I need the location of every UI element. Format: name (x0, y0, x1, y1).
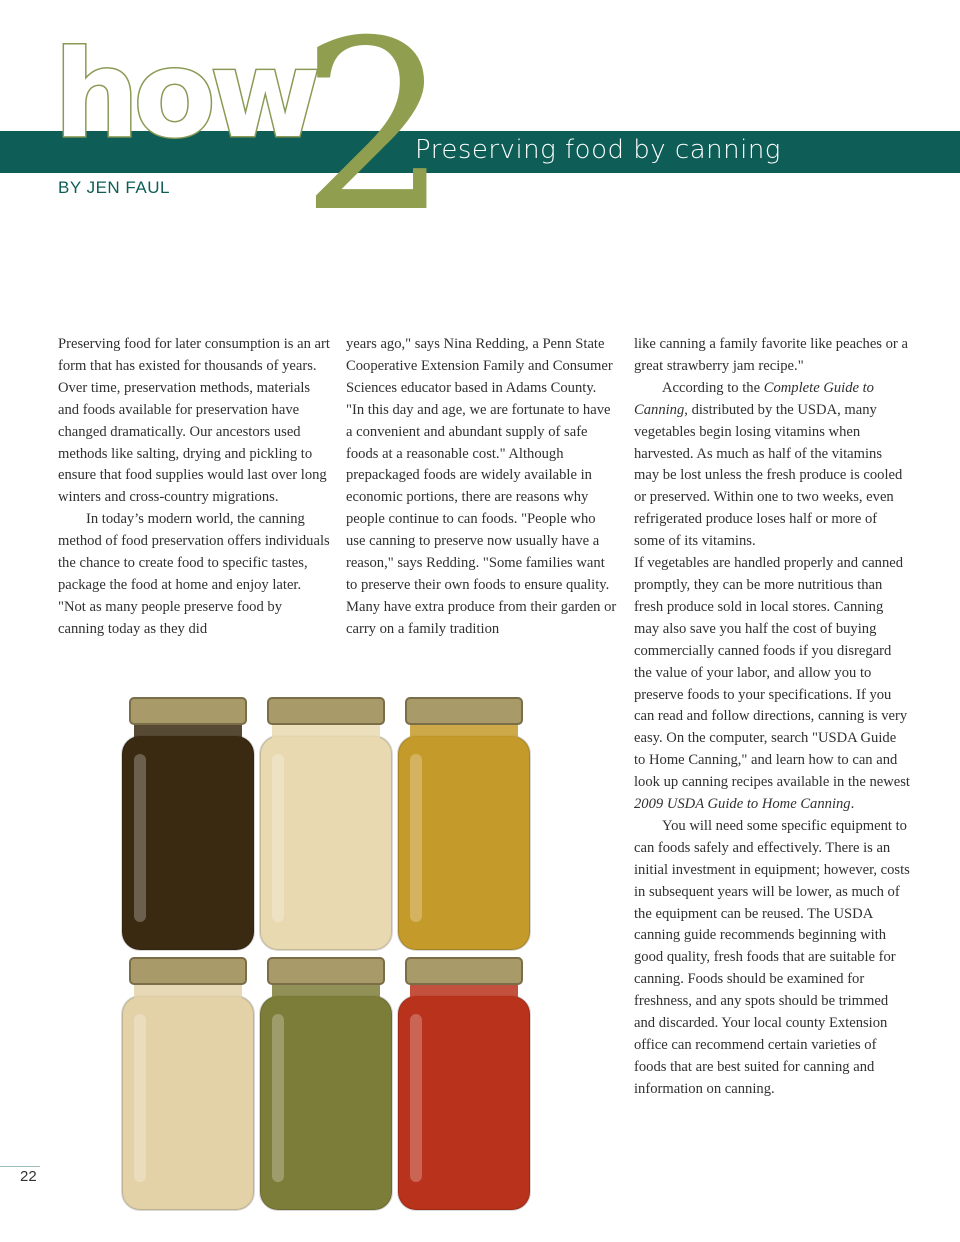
jar-neck (134, 724, 242, 738)
jar-lid (130, 698, 246, 724)
jar-highlight (410, 1014, 422, 1182)
text-run: If vegetables are handled properly and canned promptly, they can be more nutritious than fresh produce sold in local stores. Canning may also save you half the cost of buying commercially canned foods if you disregard the value of your labor, and allow you to preserve foods to your specifications. If you can read and follow directions, canning is very easy. On the computer, search "USDA Guide to Home Canning," and learn how to can and look up canning recipes available in the newest (634, 555, 910, 791)
paragraph (634, 553, 910, 816)
jar-neck (134, 984, 242, 998)
canning-jars-photo (100, 690, 550, 1240)
jar-neck (272, 724, 380, 738)
mason-jar (122, 958, 254, 1210)
mason-jar (398, 698, 530, 950)
paragraph: like canning a family favorite like peaches or a great strawberry jam recipe." (634, 336, 908, 374)
jar-lid (406, 698, 522, 724)
text-run: According to the (662, 379, 764, 396)
paragraph: Preserving food for later consumption is an art form that has existed for thousands of years. Over time, preservation methods, materials and foods available for preservation have changed dramatically. Our ancestors used methods like salting, drying and pickling to ensure that food supplies would last over long winters and cross-country migrations. (58, 336, 330, 506)
jar-lid (406, 958, 522, 984)
text-column-2 (346, 334, 618, 641)
jar-lid (130, 958, 246, 984)
byline: BY JEN FAUL (58, 178, 170, 197)
paragraph: years ago," says Nina Redding, a Penn State Cooperative Extension Family and Consumer Sciences educator based in Adams County. "In this day and age, we are fortunate to have a convenient and abundant supply of safe foods at a reasonable cost." Although prepackaged foods are widely available in economic portions, there are reasons why people continue to can foods. "People who use canning to preserve now usually have a reason," says Redding. "Some families want to preserve their own foods to ensure quality. Many have extra produce from their garden or carry on a family tradition (346, 336, 617, 637)
mason-jar (398, 958, 530, 1210)
mason-jar (260, 698, 392, 950)
text-run: , distributed by the USDA, many vegetables begin losing vitamins when harvested. As much as half of the vitamins may be lost unless the fresh produce is cooled or preserved. Within one to two weeks, even refrigerated produce loses half or more of some of its vitamins. (634, 401, 903, 550)
jar-lid (268, 958, 384, 984)
column-logo-how: how (54, 26, 315, 165)
column-logo-number: 2 (300, 0, 450, 264)
page-number: 22 (20, 1168, 37, 1185)
jar-highlight (272, 1014, 284, 1182)
jar-neck (410, 724, 518, 738)
book-title: Complete Guide to Canning (634, 379, 874, 418)
jar-lid (268, 698, 384, 724)
jar-neck (410, 984, 518, 998)
jar-neck (272, 984, 380, 998)
jar-highlight (410, 754, 422, 922)
paragraph: In today’s modern world, the canning method of food preservation offers individuals the chance to create food to specific tastes, package the food at home and enjoy later. "Not as many people preserve food by canning today as they did (58, 511, 330, 637)
text-column-1 (58, 334, 330, 641)
paragraph: You will need some specific equipment to can foods safely and effectively. There is an initial investment in equipment; however, costs in subsequent years will be lower, as much of the equipment can be reused. The USDA canning guide recommends beginning with good quality, fresh foods that are suitable for canning. Foods should be examined for freshness, and any spots should be trimmed and discarded. Your local county Extension office can recommend certain varieties of foods that are best suited for canning and information on canning. (634, 817, 910, 1097)
book-title: 2009 USDA Guide to Home Canning (634, 796, 851, 813)
page-rule (0, 1166, 40, 1167)
mason-jar (122, 698, 254, 950)
jar-highlight (272, 754, 284, 922)
jar-highlight (134, 754, 146, 922)
text-column-3 (634, 334, 910, 1101)
article-subtitle: Preserving food by canning (415, 135, 781, 165)
text-run: . (850, 796, 855, 813)
paragraph (634, 378, 910, 553)
mason-jar (260, 958, 392, 1210)
jar-highlight (134, 1014, 146, 1182)
